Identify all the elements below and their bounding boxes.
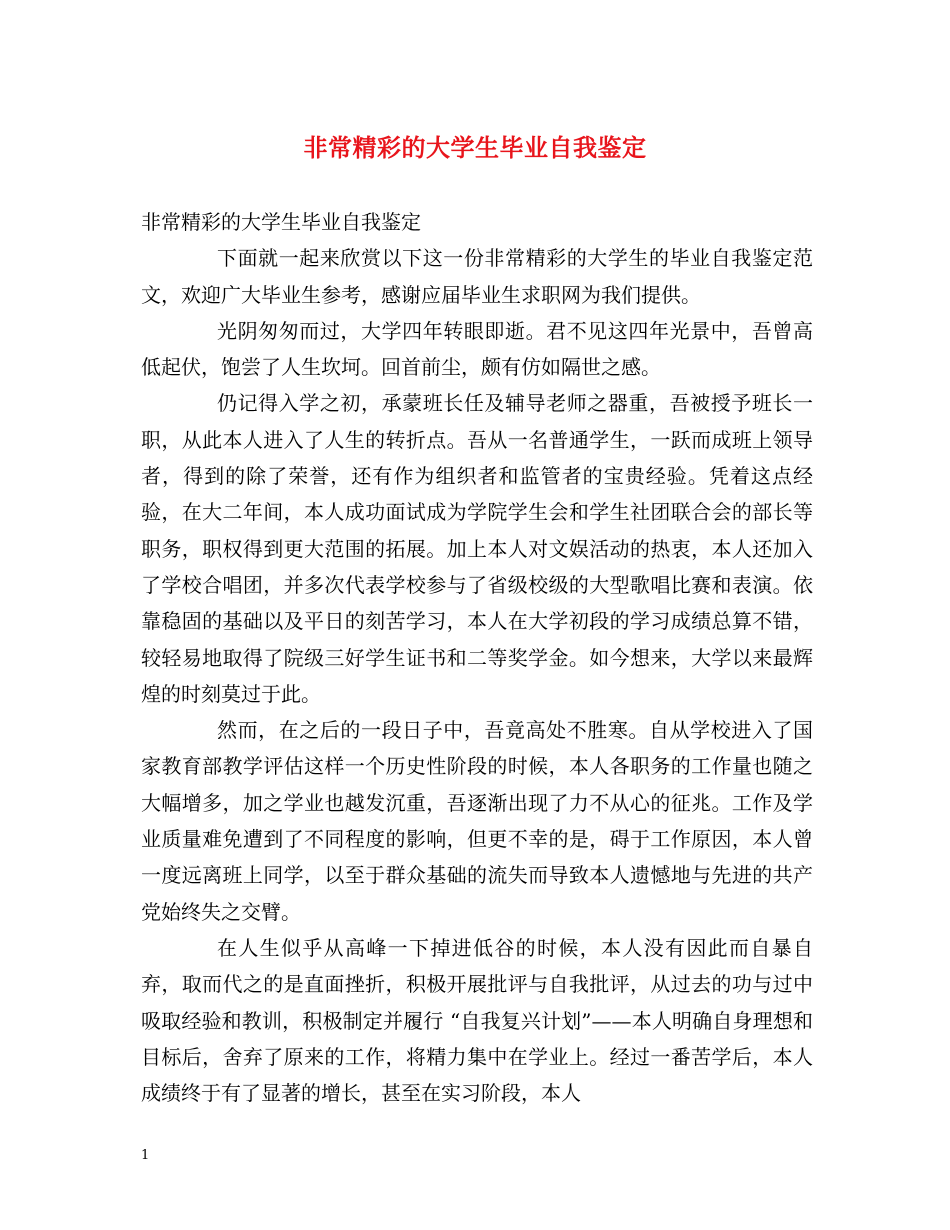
paragraph-class-monitor: 仍记得入学之初，承蒙班长任及辅导老师之器重，吾被授予班长一职，从此本人进入了人生的转折点。吾从一名普通学生，一跃而成班上领导者，得到的除了荣誉，还有作为组织者和监管者的宝贵经验。凭着这点经验，在大二年间，本人成功面试成为学院学生会和学生社团联合会的部长等职务，职权得到更大范围的拓展。加上本人对文娱活动的热衷，本人还加入了学校合唱团，并多次代表学校参与了省级校级的大型歌唱比赛和表演。依靠稳固的基础以及平日的刻苦学习，本人在大学初段的学习成绩总算不错，较轻易地取得了院级三好学生证书和二等奖学金。如今想来，大学以来最辉煌的时刻莫过于此。 — [141, 391, 813, 706]
document-title: 非常精彩的大学生毕业自我鉴定 — [303, 133, 647, 162]
paragraph-time-passes: 光阴匆匆而过，大学四年转眼即逝。君不见这四年光景中，吾曾高低起伏，饱尝了人生坎坷。回首前尘，颇有仿如隔世之感。 — [141, 318, 813, 380]
document-subtitle: 非常精彩的大学生毕业自我鉴定 — [141, 210, 421, 234]
document-body — [141, 204, 813, 1111]
page-number: 1 — [141, 1148, 150, 1163]
paragraph-intro: 下面就一起来欣赏以下这一份非常精彩的大学生的毕业自我鉴定范文，欢迎广大毕业生参考，感谢应届毕业生求职网为我们提供。 — [141, 246, 813, 307]
paragraph-recovery: 在人生似乎从高峰一下掉进低谷的时候，本人没有因此而自暴自弃，取而代之的是直面挫折，积极开展批评与自我批评，从过去的功与过中吸取经验和教训，积极制定并履行 “自我复兴计划”——本人明确自身理想和目标后，舍弃了原来的工作，将精力集中在学业上。经过一番苦学后，本人成绩终于有了显著的增长，甚至在实习阶段，本人 — [141, 935, 813, 1106]
paragraph-setback: 然而，在之后的一段日子中，吾竟高处不胜寒。自从学校进入了国家教育部教学评估这样一个历史性阶段的时候，本人各职务的工作量也随之大幅增多，加之学业也越发沉重，吾逐渐出现了力不从心的征兆。工作及学业质量难免遭到了不同程度的影响，但更不幸的是，碍于工作原因，本人曾一度远离班上同学，以至于群众基础的流失而导致本人遗憾地与先进的共产党始终失之交臂。 — [141, 718, 813, 924]
